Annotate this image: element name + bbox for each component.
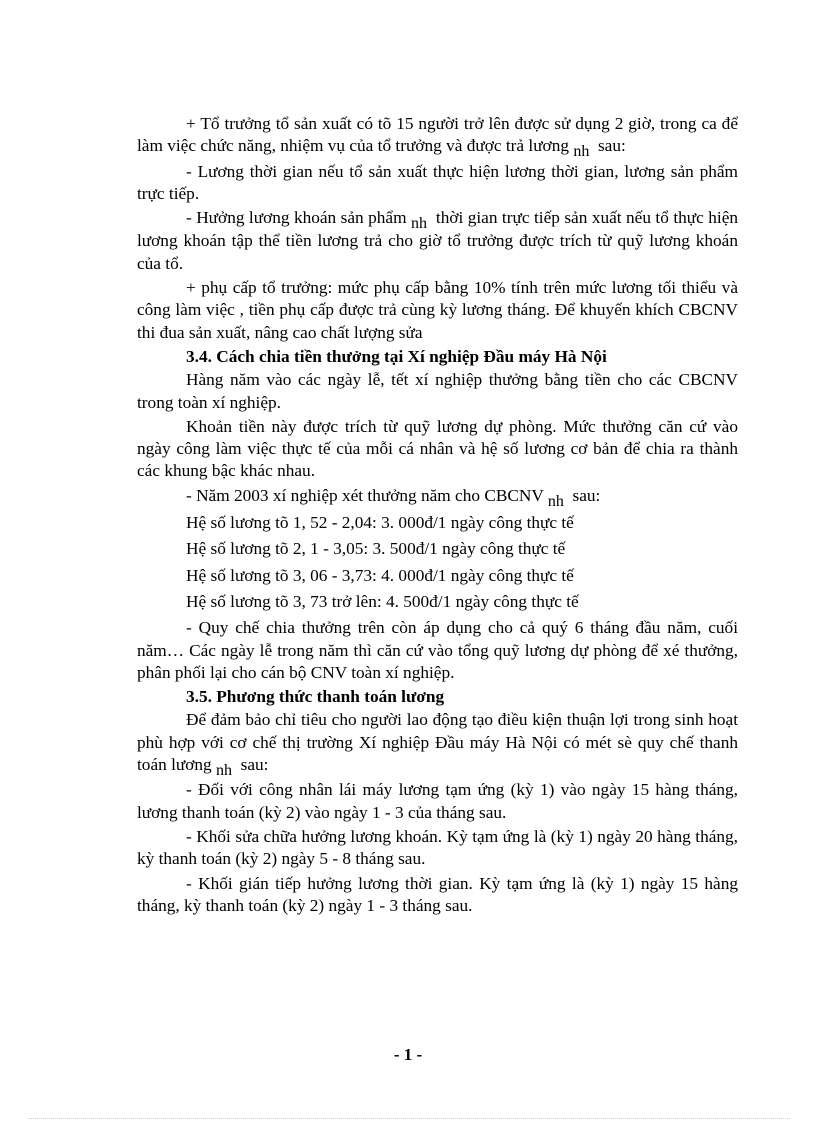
section-heading-3-4: 3.4. Cách chia tiền thưởng tại Xí nghiệp Đầu máy Hà Nội	[186, 346, 607, 366]
document-body	[137, 113, 738, 919]
paragraph-holiday-bonus: Hàng năm vào các ngày lễ, tết xí nghiệp thưởng bằng tiền cho các CBCNV trong toàn xí nghiệp.	[137, 370, 738, 412]
paragraph-allowance: + phụ cấp tổ trưởng: mức phụ cấp bằng 10% tính trên mức lương tối thiểu và công làm việc , tiền phụ cấp được trả cùng kỳ lương tháng. Để khuyến khích CBCNV thi đua sản xuất, nâng cao chất lượng sửa	[137, 278, 738, 342]
paragraph-text: - Hưởng lương khoán sản phẩm	[186, 208, 407, 228]
bonus-rate-row: Hệ số lương tõ 1, 52 - 2,04: 3. 000đ/1 ngày công thực tế	[186, 513, 574, 533]
paragraph-text: - Năm 2003 xí nghiệp xét thưởng năm cho CBCNV	[186, 485, 544, 505]
section-heading-3-5: 3.5. Phương thức thanh toán lương	[186, 687, 445, 707]
paragraph-drivers-payment: - Đối với công nhân lái máy lương tạm ứng (kỳ 1) vào ngày 15 hàng tháng, lương thanh toán (kỳ 2) vào ngày 1 - 3 của tháng sau.	[137, 780, 738, 822]
bonus-rate-row: Hệ số lương tõ 3, 73 trở lên: 4. 500đ/1 ngày công thực tế	[186, 591, 579, 611]
paragraph-indirect-payment: - Khối gián tiếp hưởng lương thời gian. Kỳ tạm ứng là (kỳ 1) ngày 15 hàng tháng, kỳ thanh toán (kỳ 2) ngày 1 - 3 tháng sau.	[137, 873, 738, 915]
paragraph-payment-method	[137, 709, 738, 780]
paragraph-2003-bonus	[137, 485, 738, 508]
bonus-rate-row: Hệ số lương tõ 3, 06 - 3,73: 4. 000đ/1 ngày công thực tế	[186, 565, 574, 585]
paragraph-text: sau:	[597, 136, 626, 156]
page-number: - 1 -	[393, 1045, 423, 1064]
subscript-nh: nh	[573, 143, 590, 161]
paragraph-text: thời gian trực tiếp sản xuất nếu tổ thực hiện lương khoán tập thể tiền lương trả cho giờ tổ trưởng được trích từ quỹ lương khoán của tổ.	[137, 208, 739, 273]
bonus-rate-row: Hệ số lương tõ 2, 1 - 3,05: 3. 500đ/1 ngày công thực tế	[186, 539, 566, 559]
paragraph-text: + Tổ trưởng tổ sản xuất có tõ 15 người trở lên được sử dụng 2 giờ, trong ca để làm việc chức năng, nhiệm vụ của tổ trưởng và được trả lương	[137, 114, 738, 156]
paragraph-repair-payment: - Khối sửa chữa hưởng lương khoán. Kỳ tạm ứng là (kỳ 1) ngày 20 hàng tháng, kỳ thanh toán (kỳ 2) ngày 5 - 8 tháng sau.	[137, 826, 738, 869]
subscript-nh: nh	[410, 215, 427, 233]
paragraph-piece-wage	[137, 207, 738, 275]
subscript-nh: nh	[547, 492, 564, 510]
paragraph-bonus-fund: Khoản tiền này được trích từ quỹ lương dự phòng. Mức thưởng căn cứ vào ngày công làm việc thực tế của mỗi cá nhân và hệ số lương cơ bản để chia ra thành các khung bậc khác nhau.	[137, 416, 738, 481]
paragraph-time-wage: - Lương thời gian nếu tổ sản xuất thực hiện lương thời gian, lương sản phẩm trực tiếp.	[137, 161, 738, 203]
paragraph-bonus-rules: - Quy chế chia thưởng trên còn áp dụng cho cả quý 6 tháng đầu năm, cuối năm… Các ngày lễ trong năm thì căn cứ vào tổng quỹ lương dự phòng để xé thưởng, phân phối lại cho cán bộ CNV toàn xí nghiệp.	[137, 618, 738, 682]
page-bottom-divider	[28, 1118, 790, 1119]
paragraph-team-leader-hours	[137, 113, 738, 159]
subscript-nh: nh	[216, 762, 232, 780]
paragraph-text: Để đảm bảo chỉ tiêu cho người lao động tạo điều kiện thuận lợi trong sinh hoạt phù hợp với cơ chế thị trường Xí nghiệp Đầu máy Hà Nội có mét sè quy chế thanh toán lương	[137, 710, 738, 775]
paragraph-text: sau:	[572, 485, 601, 505]
paragraph-text: sau:	[240, 755, 269, 775]
